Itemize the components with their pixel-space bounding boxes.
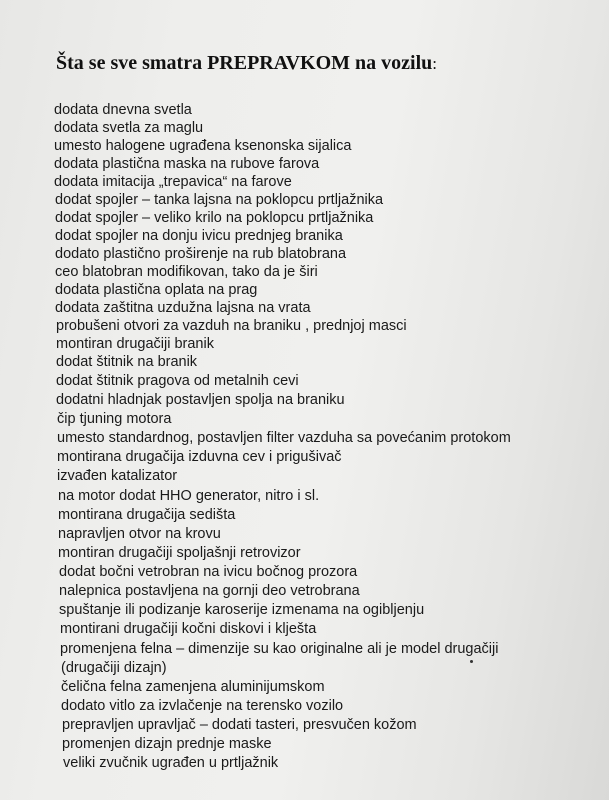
list-item: veliki zvučnik ugrađen u prtljažnik	[63, 755, 279, 771]
list-item: montiran drugačiji branik	[56, 336, 214, 352]
list-item: čip tjuning motora	[57, 411, 172, 427]
list-item: promenjen dizajn prednje maske	[62, 736, 272, 752]
list-item: dodato vitlo za izvlačenje na terensko vozilo	[61, 698, 344, 714]
list-item: čelična felna zamenjena aluminijumskom	[61, 679, 325, 695]
list-item: dodato plastično proširenje na rub blatobrana	[55, 246, 347, 262]
list-item: izvađen katalizator	[57, 468, 178, 484]
list-item: dodat spojler – tanka lajsna na poklopcu prtljažnika	[55, 192, 384, 208]
list-item: montiran drugačiji spoljašnji retrovizor	[58, 545, 301, 561]
list-item: montirana drugačija sedišta	[58, 507, 236, 523]
list-item: probušeni otvori za vazduh na braniku , prednjoj masci	[56, 318, 407, 334]
list-item: dodata svetla za maglu	[54, 120, 204, 136]
list-item: na motor dodat HHO generator, nitro i sl.	[58, 488, 320, 504]
list-item: dodata plastična oplata na prag	[55, 282, 258, 298]
title-text: Šta se sve smatra PREPRAVKOM na vozilu	[56, 52, 433, 74]
list-item: napravljen otvor na krovu	[58, 526, 221, 542]
list-item: nalepnica postavljena na gornji deo vetrobrana	[59, 583, 360, 599]
list-item: (drugačiji dizajn)	[61, 660, 167, 676]
list-item: promenjena felna – dimenzije su kao originalne ali je model drugačiji	[60, 641, 499, 657]
list-item: dodata zaštitna uzdužna lajsna na vrata	[55, 300, 311, 316]
list-item: dodata plastična maska na rubove farova	[54, 156, 320, 172]
list-item: dodat štitnik pragova od metalnih cevi	[56, 373, 299, 389]
list-item: dodat štitnik na branik	[56, 354, 198, 370]
list-item: dodat spojler – veliko krilo na poklopcu prtljažnika	[55, 210, 374, 226]
list-item: umesto standardnog, postavljen filter vazduha sa povećanim protokom	[57, 430, 511, 446]
list-item: montirani drugačiji kočni diskovi i klješta	[60, 621, 317, 637]
list-item: montirana drugačija izduvna cev i prigušivač	[57, 449, 342, 465]
list-item: spuštanje ili podizanje karoserije izmenama na ogibljenju	[59, 602, 425, 618]
ink-dot	[470, 660, 473, 663]
list-item: dodata imitacija „trepavica“ na farove	[54, 174, 292, 190]
list-item: prepravljen upravljač – dodati tasteri, presvučen kožom	[62, 717, 417, 733]
list-item: dodat bočni vetrobran na ivicu bočnog prozora	[59, 564, 358, 580]
list-item: dodata dnevna svetla	[54, 102, 192, 118]
list-item: ceo blatobran modifikovan, tako da je širi	[55, 264, 318, 280]
title-colon: :	[432, 54, 438, 73]
document-title	[56, 52, 437, 75]
list-item: dodatni hladnjak postavljen spolja na braniku	[56, 392, 345, 408]
list-item: umesto halogene ugrađena ksenonska sijalica	[54, 138, 352, 154]
list-item: dodat spojler na donju ivicu prednjeg branika	[55, 228, 343, 244]
